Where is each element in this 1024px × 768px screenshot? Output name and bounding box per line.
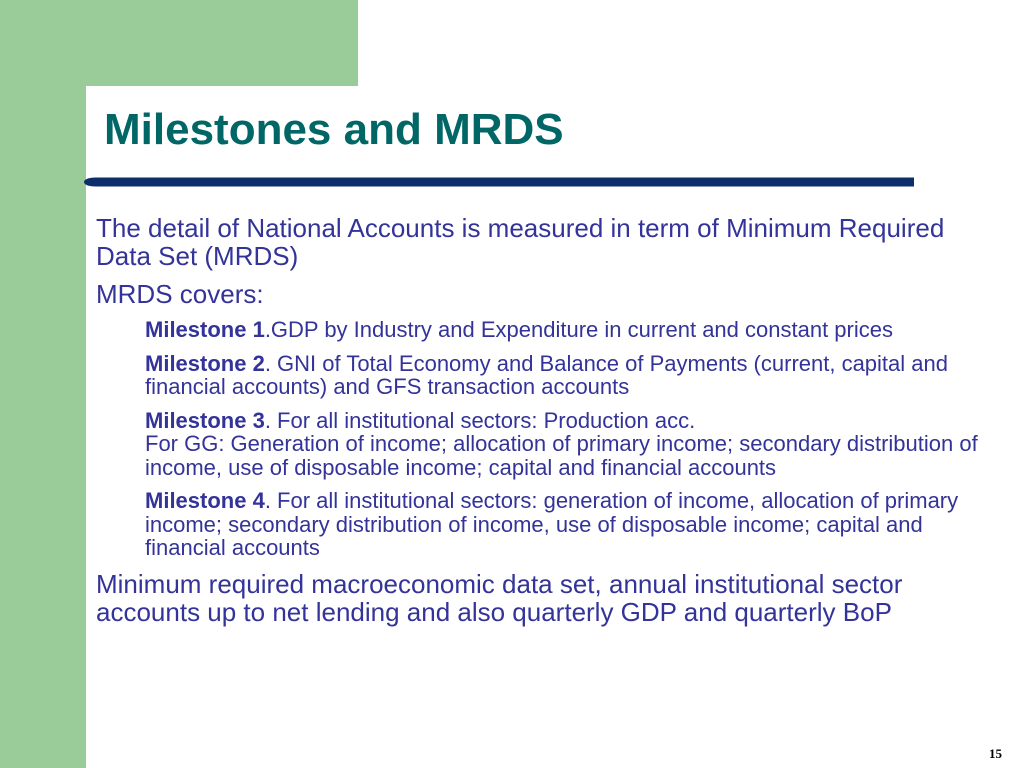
page-number: 15: [989, 746, 1002, 761]
milestone-text: . For all institutional sectors: Production acc.: [264, 407, 696, 433]
milestone-label: Milestone 1: [145, 317, 265, 342]
slide-body: [96, 214, 986, 636]
milestone-label: Milestone 3: [145, 407, 265, 433]
intro-paragraph: The detail of National Accounts is measured in term of Minimum Required Data Set (MRDS): [96, 213, 945, 271]
milestone-text: .GDP by Industry and Expenditure in current and constant prices: [264, 317, 893, 342]
green-sidebar-band: [0, 0, 86, 768]
milestone-text: . GNI of Total Economy and Balance of Payments (current, capital and financial accounts) and GFS transaction accounts: [145, 350, 948, 399]
milestone-label: Milestone 2: [145, 350, 265, 376]
milestone-item: [145, 318, 986, 342]
milestone-text: . For all institutional sectors: generation of income, allocation of primary income; secondary distribution of income, use of disposable income; capital and financial accounts: [145, 488, 959, 560]
slide-title: Milestones and MRDS: [104, 105, 564, 154]
title-underline-rule: [84, 177, 914, 187]
milestone-item: [145, 409, 986, 480]
milestone-item: [145, 489, 986, 560]
conclusion-paragraph: Minimum required macroeconomic data set, annual institutional sector accounts up to net lending and also quarterly GDP and quarterly BoP: [96, 568, 903, 627]
milestone-item: [145, 352, 986, 399]
milestone-text-continued: For GG: Generation of income; allocation of primary income; secondary distribution of income, use of disposable income; capital and financial accounts: [145, 431, 978, 480]
milestone-label: Milestone 4: [145, 488, 265, 513]
mrds-covers-heading: MRDS covers:: [96, 279, 264, 309]
